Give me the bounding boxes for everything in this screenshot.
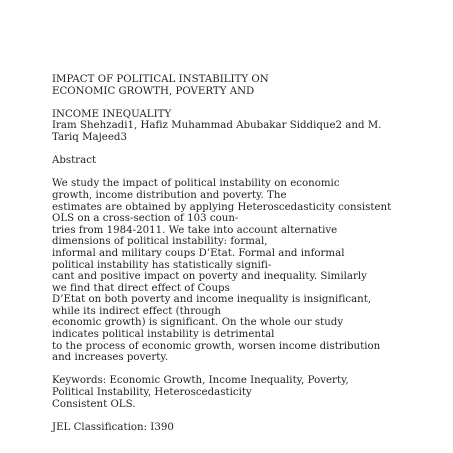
abstract-line: economic growth) is significant. On the whole our study [52, 317, 344, 329]
title-line-1: IMPACT OF POLITICAL INSTABILITY ON [52, 74, 269, 85]
paper-text-block [52, 74, 432, 433]
title-line-3: INCOME INEQUALITY [52, 108, 172, 120]
abstract-line: and increases poverty. [52, 352, 169, 364]
abstract-line: D’Etat on both poverty and income inequality is insignificant, [52, 294, 372, 306]
spacer [52, 410, 432, 422]
jel-classification: JEL Classification: I390 [52, 421, 174, 433]
abstract-line: while its indirect effect (through [52, 305, 222, 317]
abstract-line: dimensions of political instability: formal, [52, 236, 268, 248]
abstract-heading: Abstract [52, 155, 97, 167]
spacer [52, 97, 432, 109]
abstract-line: growth, income distribution and poverty. The [52, 189, 287, 201]
title-line-2: ECONOMIC GROWTH, POVERTY AND [52, 85, 255, 97]
abstract-line: to the process of economic growth, worsen income distribution [52, 340, 381, 352]
abstract-line: tries from 1984-2011. We take into account alternative [52, 224, 338, 236]
spacer [52, 144, 432, 156]
abstract-line: estimates are obtained by applying Heteroscedasticity consistent [52, 201, 392, 213]
keywords-line-3: Consistent OLS. [52, 398, 136, 410]
spacer [52, 167, 432, 179]
abstract-line: political instability has statistically signifi- [52, 259, 272, 271]
keywords-line-2: Political Instability, Heteroscedasticity [52, 387, 252, 399]
keywords-line-1: Keywords: Economic Growth, Income Inequality, Poverty, [52, 375, 349, 387]
abstract-line: We study the impact of political instability on economic [52, 178, 340, 190]
author-line-2: Tariq Majeed3 [52, 131, 127, 143]
abstract-line: we find that direct effect of Coups [52, 282, 230, 294]
abstract-line: OLS on a cross-section of 103 coun- [52, 213, 239, 225]
abstract-line: indicates political instability is detrimental [52, 329, 275, 341]
spacer [52, 364, 432, 376]
author-line-1: Iram Shehzadi1, Hafiz Muhammad Abubakar Siddique2 and M. [52, 120, 382, 132]
abstract-line: cant and positive impact on poverty and inequality. Similarly [52, 271, 367, 283]
abstract-line: informal and military coups D’Etat. Formal and informal [52, 247, 345, 259]
